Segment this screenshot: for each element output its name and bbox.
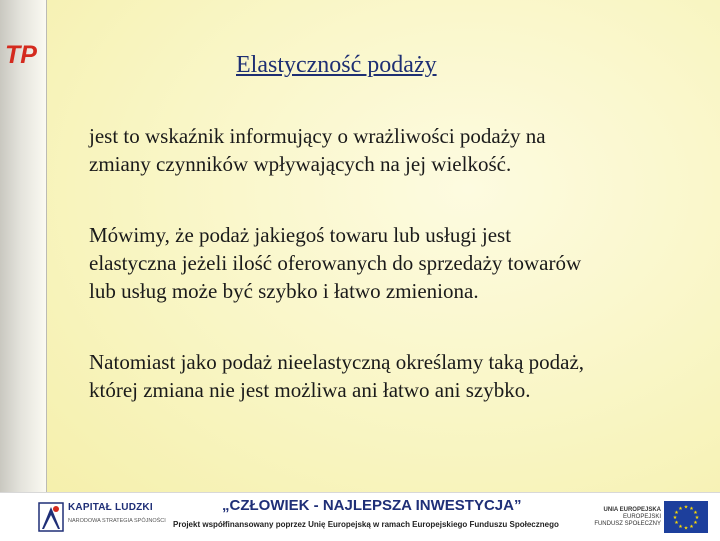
eu-line: FUNDUSZ SPOŁECZNY bbox=[594, 521, 661, 527]
svg-text:★: ★ bbox=[672, 515, 678, 521]
paragraph-line: elastyczna jeżeli ilość oferowanych do sprzedaży towarów bbox=[89, 251, 582, 275]
paragraph-line: której zmiana nie jest możliwa ani łatwo ani szybko. bbox=[89, 378, 531, 402]
svg-text:★: ★ bbox=[674, 510, 679, 516]
paragraph-line: jest to wskaźnik informujący o wrażliwości podaży na bbox=[89, 124, 546, 148]
program-name: KAPITAŁ LUDZKI bbox=[68, 502, 153, 513]
svg-text:★: ★ bbox=[689, 506, 694, 512]
paragraph-line: lub usług może być szybko i łatwo zmieniona. bbox=[89, 279, 479, 303]
paragraph-line: Natomiast jako podaż nieelastyczną określamy taką podaż, bbox=[89, 350, 585, 374]
svg-text:★: ★ bbox=[694, 515, 700, 521]
svg-text:★: ★ bbox=[693, 520, 698, 526]
paragraph-line: zmiany czynników wpływających na jej wielkość. bbox=[89, 152, 512, 176]
left-sidebar-bar bbox=[0, 0, 47, 492]
slogan-text: „CZŁOWIEK - NAJLEPSZA INWESTYCJA” bbox=[222, 497, 522, 514]
eu-line: EUROPEJSKI bbox=[622, 514, 661, 520]
paragraph-elastic bbox=[89, 221, 581, 305]
svg-text:★: ★ bbox=[689, 524, 694, 530]
eu-fund-label bbox=[593, 507, 661, 528]
paragraph-line: Mówimy, że podaż jakiegoś towaru lub usługi jest bbox=[89, 223, 512, 247]
paragraph-definition bbox=[89, 122, 546, 178]
svg-text:★: ★ bbox=[674, 520, 679, 526]
svg-text:★: ★ bbox=[678, 524, 683, 530]
svg-text:★: ★ bbox=[683, 525, 689, 532]
eu-line: UNIA EUROPEJSKA bbox=[603, 507, 661, 513]
svg-text:★: ★ bbox=[678, 506, 683, 512]
slide-title: Elastyczność podaży bbox=[236, 52, 437, 78]
kapital-ludzki-logo-icon bbox=[36, 499, 66, 535]
eu-flag-icon bbox=[664, 501, 708, 533]
svg-text:★: ★ bbox=[683, 504, 689, 511]
svg-text:★: ★ bbox=[693, 510, 698, 516]
footer-banner bbox=[0, 492, 720, 541]
project-cofinancing-text: Projekt współfinansowany poprzez Unię Europejską w ramach Europejskiego Funduszu Społecznego bbox=[173, 520, 559, 529]
tp-logo-icon bbox=[4, 40, 44, 68]
program-subtitle: NARODOWA STRATEGIA SPÓJNOŚCI bbox=[68, 518, 166, 524]
paragraph-inelastic bbox=[89, 348, 584, 404]
tp-logo-text: TP bbox=[5, 41, 37, 68]
